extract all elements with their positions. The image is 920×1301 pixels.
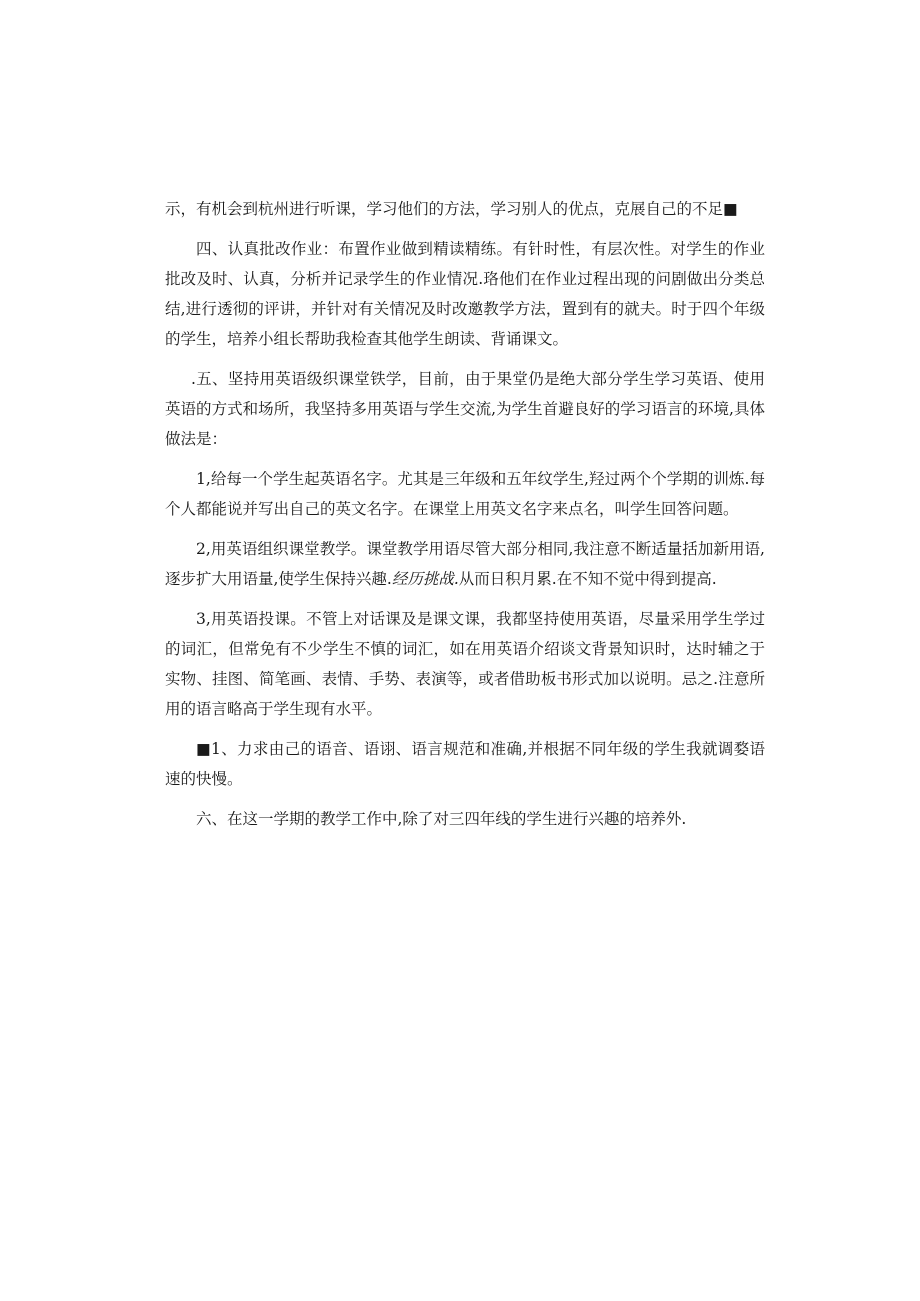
paragraph-item-2-text-before: 2,用英语组织课堂教学。课堂教学用语尽管大部分相同,我注意不断适量括加新用语,逐步扩大用语量,使学生保持兴趣. [165, 540, 765, 588]
paragraph-item-2-text-italic: 经历挑战. [391, 570, 459, 588]
document-body [165, 194, 765, 844]
paragraph-item-4: ■1、力求由己的语音、语诩、语言规范和准确,并根据不同年级的学生我就调婺语速的快慢。 [165, 740, 765, 788]
paragraph-item-2-text-after: 从而日积月累.在不知不觉中得到提高. [458, 570, 717, 588]
paragraph-section-four: 四、认真批改作业：布置作业做到精读精练。有针时性，有层次性。对学生的作业批改及时、认真，分析并记录学生的作业情况.珞他们在作业过程出现的问剧做出分类总结,进行透彻的评讲，并针对有关情况及时改邀教学方法，置到有的就夫。时于四个年级的学生，培养小组长帮助我检查其他学生朗读、背诵课文。 [165, 240, 765, 348]
paragraph-item-3: 3,用英语投课。不管上对话课及是课文课，我都坚持使用英语，尽量采用学生学过的词汇，但常免有不少学生不慎的词汇，如在用英语介绍谈文背景知识时，达时辅之于实物、挂图、简笔画、表情、手势、表演等，或者借助板书形式加以说明。忌之.注意所用的语言略高于学生现有水平。 [165, 610, 765, 718]
paragraph-section-five: .五、坚持用英语级织课堂铁学，目前，由于果堂仍是绝大部分学生学习英语、使用英语的方式和场所，我坚持多用英语与学生交流,为学生首避良好的学习语言的环境,具体做法是： [165, 370, 765, 448]
paragraph-item-1: 1,给每一个学生起英语名字。尤其是三年级和五年纹学生,羟过两个个学期的训炼.每个人都能说并写出自己的英文名字。在课堂上用英文名字来点名，叫学生回答问题。 [165, 470, 765, 518]
paragraph-item-2 [165, 534, 765, 594]
paragraph-section-six: 六、在这一学期的教学工作中,除了对三四年线的学生进行兴趣的培养外. [196, 810, 687, 828]
paragraph-continuation: 示，有机会到杭州进行听课，学习他们的方法，学习别人的优点，克展自己的不足■ [165, 200, 738, 218]
